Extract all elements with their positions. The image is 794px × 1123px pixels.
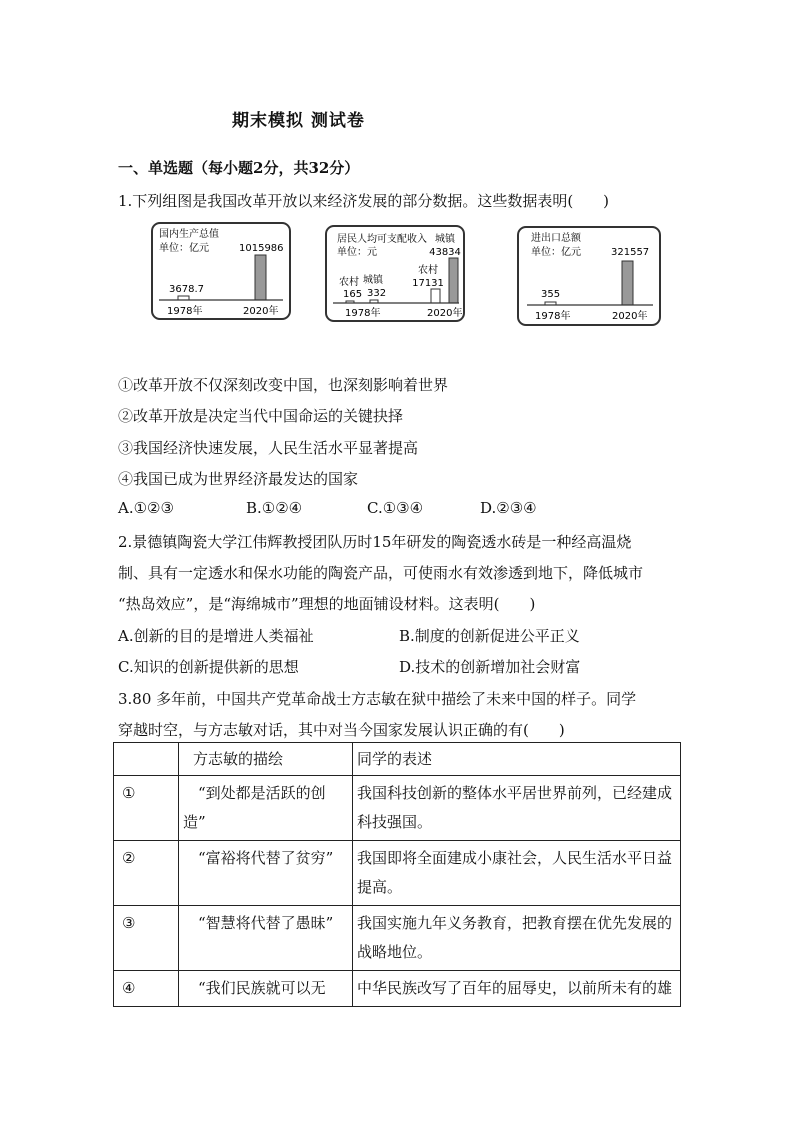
chart-title: 国内生产总值 — [159, 229, 219, 240]
table-row — [114, 971, 681, 1007]
q1-option-a: A.①②③ — [118, 499, 174, 517]
q1-statement-4: ④我国已成为世界经济最发达的国家 — [118, 470, 359, 488]
bar-urban-2020 — [449, 258, 458, 303]
x-label-1978: 1978年 — [535, 311, 571, 322]
bar-label-2020: 1015986 — [239, 243, 284, 254]
group-label-urban-1978: 城镇 — [363, 275, 383, 286]
q3-stem-line-1: 3.80 多年前，中国共产党革命战士方志敏在狱中描绘了未来中国的样子。同学 — [118, 690, 637, 708]
q2-option-d: D.技术的创新增加社会财富 — [399, 658, 581, 676]
q1-statement-3: ③我国经济快速发展，人民生活水平显著提高 — [118, 439, 419, 457]
bar-label-1978: 3678.7 — [169, 284, 204, 295]
chart-unit: 单位：元 — [337, 247, 377, 258]
chart-title: 进出口总额 — [531, 233, 581, 244]
section-heading: 一、单选题（每小题2分，共32分） — [118, 159, 360, 177]
table-row — [114, 841, 681, 906]
table-header-cell — [114, 743, 179, 776]
row-description: “智慧将代替了愚昧” — [179, 906, 353, 971]
group-label-urban-2020: 城镇 — [435, 234, 455, 245]
q1-option-d: D.②③④ — [480, 499, 537, 517]
bar-label-urban-2020: 43834 — [429, 247, 461, 258]
bar-label-2020: 321557 — [611, 247, 650, 258]
q1-chart-gdp — [151, 222, 291, 320]
table-header-row — [114, 743, 681, 776]
q2-option-c: C.知识的创新提供新的思想 — [118, 658, 299, 676]
q1-chart-gdp-svg — [153, 224, 289, 318]
row-number: ② — [114, 841, 179, 906]
page-title: 期末模拟 测试卷 — [232, 111, 365, 131]
bar-2020 — [622, 261, 633, 305]
chart-title: 居民人均可支配收入 — [337, 234, 427, 245]
q1-option-c: C.①③④ — [367, 499, 424, 517]
q1-chart-income-svg — [327, 227, 463, 320]
x-label-1978: 1978年 — [167, 306, 203, 317]
q1-chart-income — [325, 225, 465, 322]
row-number: ① — [114, 776, 179, 841]
q3-table — [113, 742, 681, 1007]
row-description: “富裕将代替了贫穷” — [179, 841, 353, 906]
row-statement: 我国科技创新的整体水平居世界前列，已经建成科技强国。 — [353, 776, 681, 841]
table-row — [114, 776, 681, 841]
chart-unit: 单位：亿元 — [531, 247, 581, 258]
q2-stem-line-1: 2.景德镇陶瓷大学江伟辉教授团队历时15年研发的陶瓷透水砖是一种经高温烧 — [118, 533, 632, 551]
q2-stem-line-3: “热岛效应”，是“海绵城市”理想的地面铺设材料。这表明( ) — [118, 595, 536, 613]
q2-option-b: B.制度的创新促进公平正义 — [399, 627, 580, 645]
bar-rural-2020 — [431, 289, 440, 303]
row-description: “我们民族就可以无 — [179, 971, 353, 1007]
bar-1978 — [178, 296, 189, 300]
bar-label-rural-1978: 165 — [343, 289, 363, 300]
table-header-cell: 方志敏的描绘 — [179, 743, 353, 776]
q1-option-b: B.①②④ — [246, 499, 303, 517]
q2-stem-line-2: 制、具有一定透水和保水功能的陶瓷产品，可使雨水有效渗透到地下，降低城市 — [118, 564, 644, 582]
q3-stem-line-2: 穿越时空，与方志敏对话，其中对当今国家发展认识正确的有( ) — [118, 721, 565, 739]
row-statement: 我国即将全面建成小康社会，人民生活水平日益提高。 — [353, 841, 681, 906]
bar-label-urban-1978: 332 — [367, 288, 387, 299]
group-label-rural-1978: 农村 — [339, 277, 359, 288]
row-number: ④ — [114, 971, 179, 1007]
row-statement: 我国实施九年义务教育，把教育摆在优先发展的战略地位。 — [353, 906, 681, 971]
row-description: “到处都是活跃的创造” — [179, 776, 353, 841]
table-header-cell: 同学的表述 — [353, 743, 681, 776]
row-number: ③ — [114, 906, 179, 971]
row-statement: 中华民族改写了百年的屈辱史，以前所未有的雄 — [353, 971, 681, 1007]
bar-label-rural-2020: 17131 — [412, 278, 444, 289]
table-row — [114, 906, 681, 971]
q1-statement-1: ①改革开放不仅深刻改变中国，也深刻影响着世界 — [118, 376, 449, 394]
chart-unit: 单位：亿元 — [159, 243, 209, 254]
x-label-1978: 1978年 — [345, 308, 381, 319]
q2-option-a: A.创新的目的是增进人类福祉 — [118, 627, 314, 645]
x-label-2020: 2020年 — [243, 306, 279, 317]
bar-label-1978: 355 — [541, 289, 561, 300]
q1-statement-2: ②改革开放是决定当代中国命运的关键抉择 — [118, 407, 404, 425]
x-label-2020: 2020年 — [427, 308, 463, 319]
q1-chart-trade-svg — [519, 228, 659, 324]
x-label-2020: 2020年 — [612, 311, 648, 322]
q1-chart-trade — [517, 226, 661, 326]
q1-stem: 1.下列组图是我国改革开放以来经济发展的部分数据。这些数据表明( ) — [118, 192, 610, 210]
group-label-rural-2020: 农村 — [418, 265, 438, 276]
bar-2020 — [255, 255, 266, 300]
